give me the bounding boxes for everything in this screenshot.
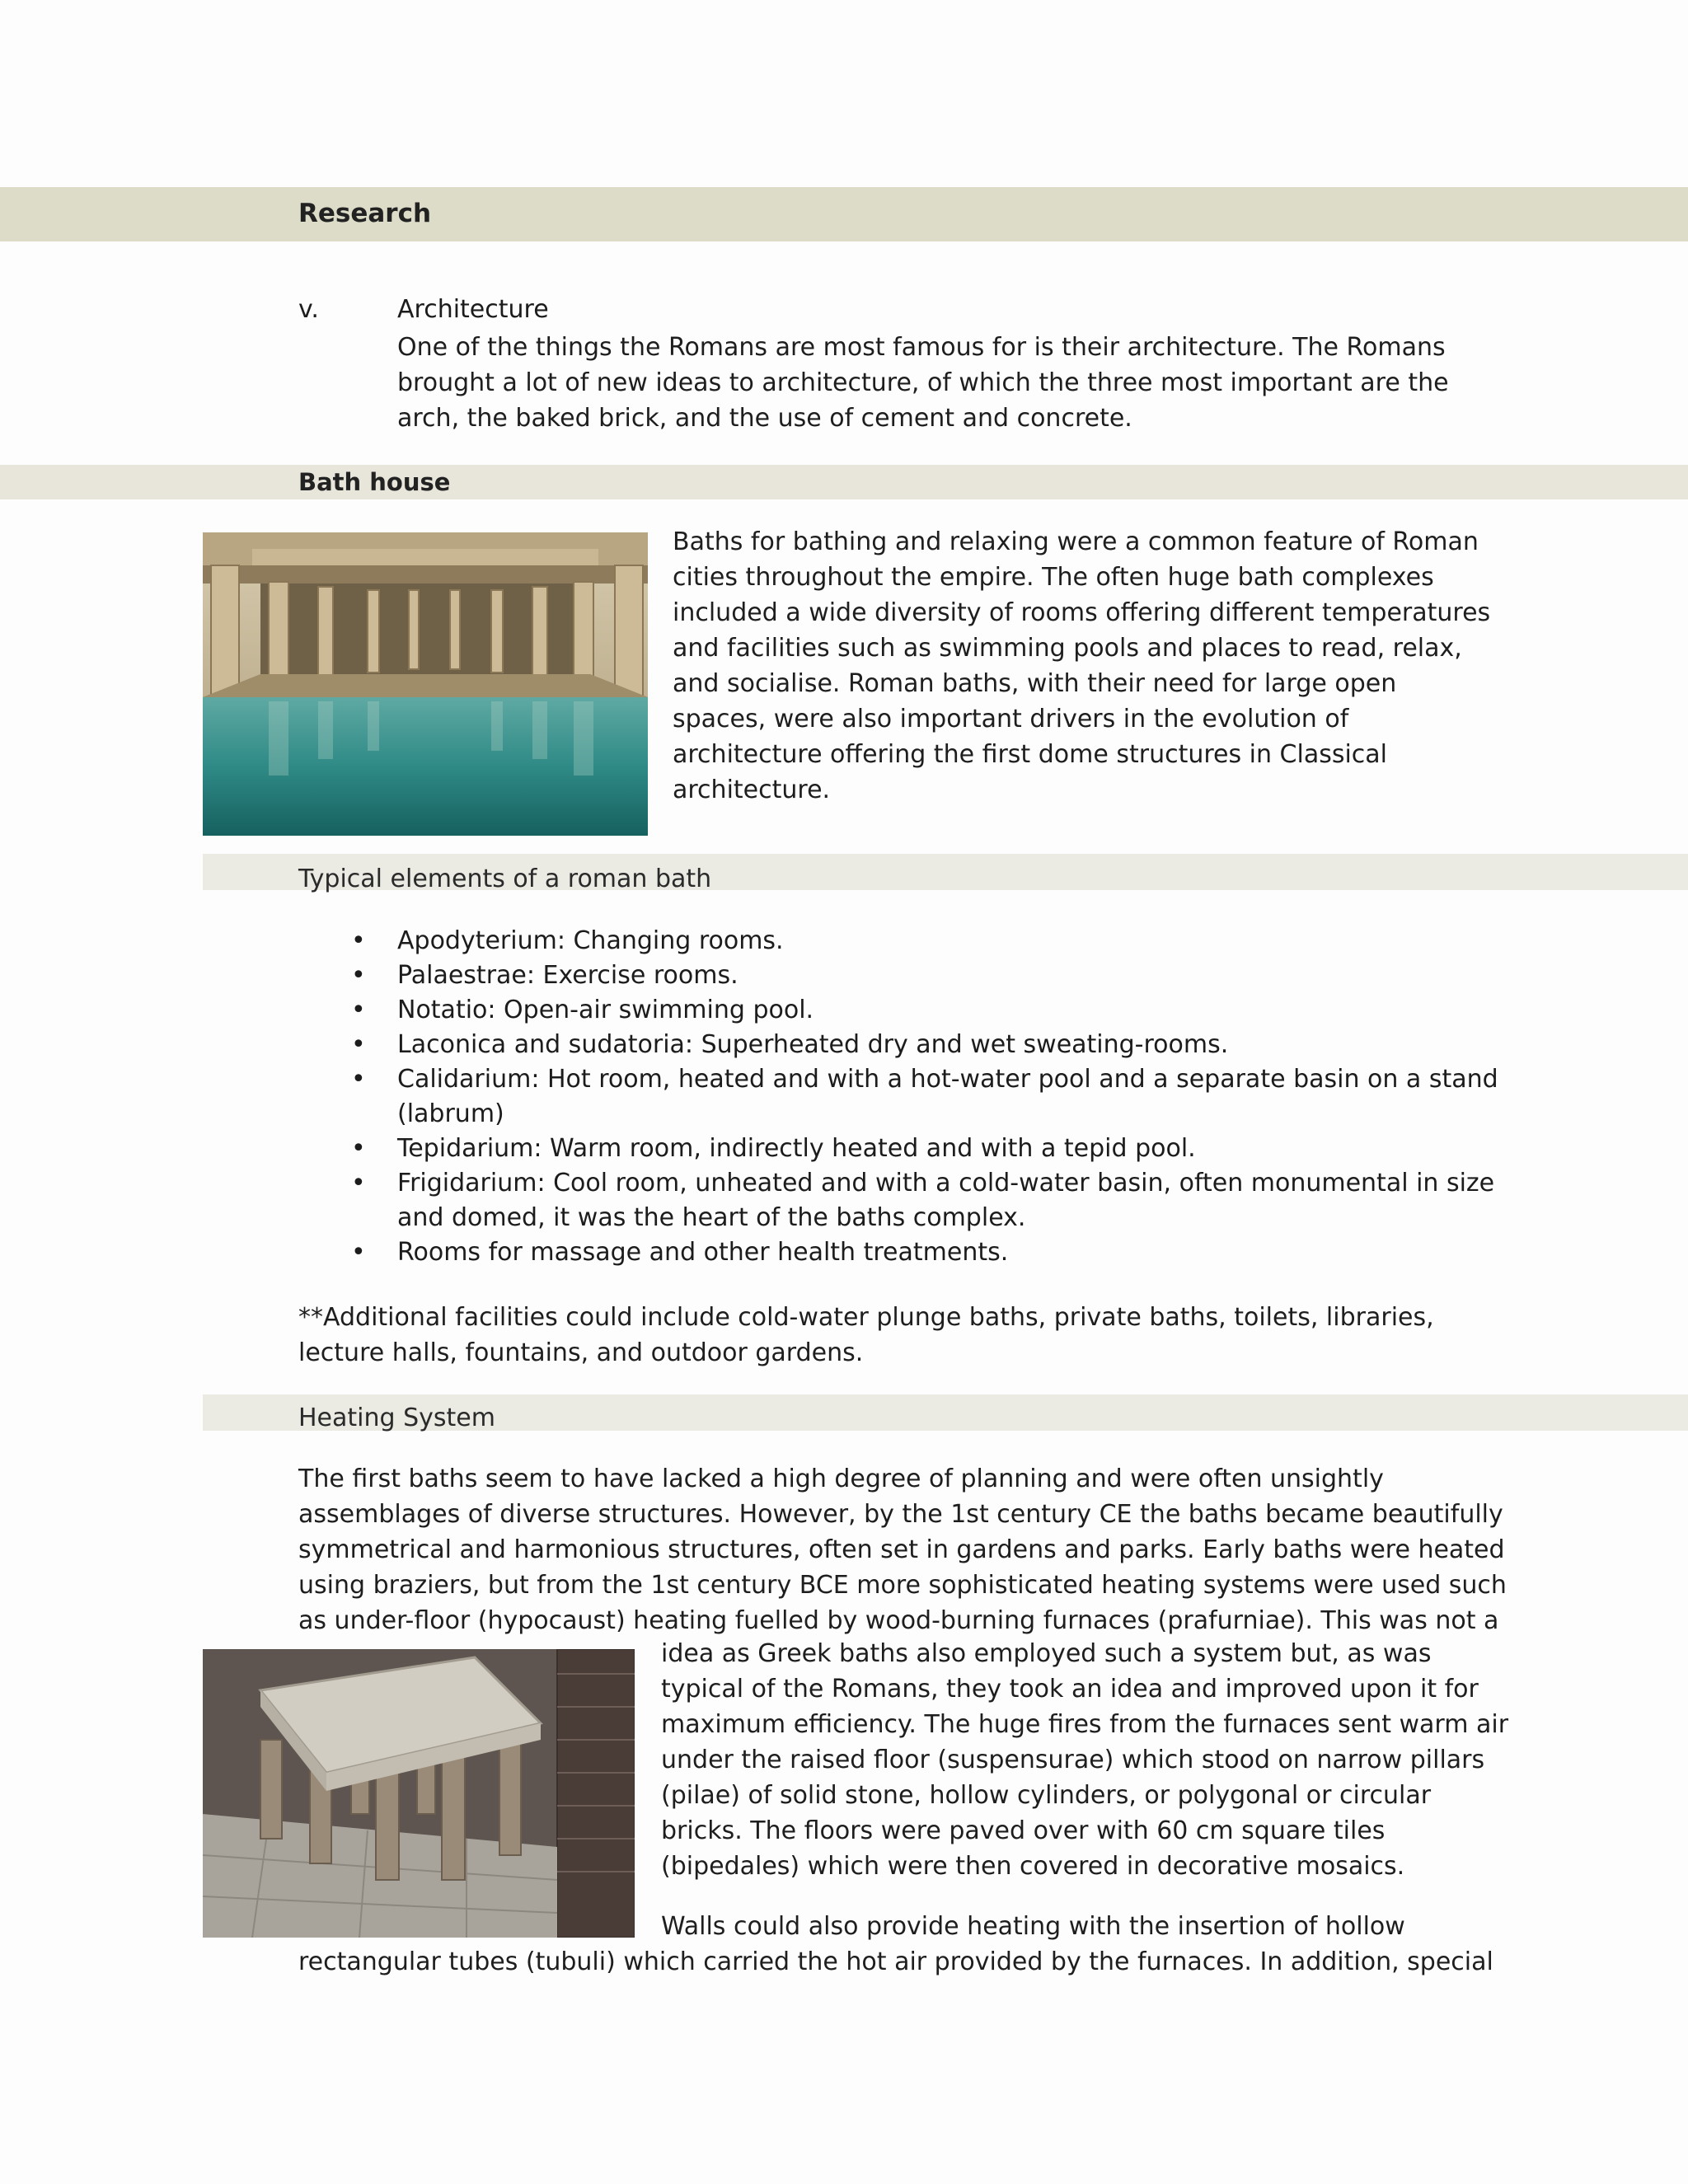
bullet-icon: • [351,1030,366,1059]
bath-house-paragraph: Baths for bathing and relaxing were a common feature of Roman cities throughout the empire. The often huge bath complexes included a wide diversity of rooms offering different temperatures and facilities such as swimming pools and places to read, relax, and socialise. Roman baths, with their need for large open spaces, were also important drivers in the evolution of architecture offering the first dome structures in Classical architecture. [673,527,1491,804]
walls-paragraph-line2: rectangular tubes (tubuli) which carried the hot air provided by the furnaces. In addition, special [298,1947,1493,1976]
bullet-icon: • [351,961,366,990]
hypocaust-pillars-photo [203,1649,635,1938]
research-header-band [0,187,1688,241]
architecture-number: v. [298,295,319,324]
list-item: • Calidarium: Hot room, heated and with a hot-water pool and a separate basin on a stand (labrum) [346,1062,1508,1132]
list-item: • Laconica and sudatoria: Superheated dry and wet sweating-rooms. [346,1028,1508,1062]
bullet-icon: • [351,1134,366,1163]
architecture-title: Architecture [397,295,549,324]
list-item: • Palaestrae: Exercise rooms. [346,958,1508,993]
walls-paragraph-line1: Walls could also provide heating with the insertion of hollow [661,1912,1405,1941]
bullet-icon: • [351,926,366,955]
list-item: • Tepidarium: Warm room, indirectly heated and with a tepid pool. [346,1132,1508,1166]
roman-bath-pool-photo [203,532,648,836]
bullet-icon: • [351,996,366,1024]
heating-paragraph-intro: The first baths seem to have lacked a high degree of planning and were often unsightly assemblages of diverse structures. However, by the 1st century CE the baths became beautifully symmetrical and harmonious structures, often set in gardens and parks. Early baths were heated using braziers, but from the 1st century BCE more sophisticated heating systems were used such as under-floor (hypocaust) heating fuelled by wood-burning furnaces (prafurniae). This was not a [298,1465,1507,1635]
bullet-icon: • [351,1169,366,1197]
typical-elements-heading: Typical elements of a roman bath [298,865,712,893]
bath-house-band [0,465,1688,499]
list-item: • Apodyterium: Changing rooms. [346,924,1508,958]
heating-paragraph-wrap: idea as Greek baths also employed such a system but, as was typical of the Romans, they took an idea and improved upon it for maximum efficiency. The huge fires from the furnaces sent warm air under the raised floor (suspensurae) which stood on narrow pillars (pilae) of solid stone, hollow cylinders, or polygonal or circular bricks. The floors were paved over with 60 cm square tiles (bipedales) which were then covered in decorative mosaics. [661,1639,1509,1881]
list-item: • Frigidarium: Cool room, unheated and with a cold-water basin, often monumental in size and domed, it was the heart of the baths complex. [346,1166,1508,1235]
page-title: Research [298,199,432,228]
heating-system-heading: Heating System [298,1404,495,1432]
architecture-paragraph: One of the things the Romans are most famous for is their architecture. The Romans brought a lot of new ideas to architecture, of which the three most important are the arch, the baked brick, and the use of cement and concrete. [397,333,1449,433]
list-item: • Rooms for massage and other health treatments. [346,1235,1508,1270]
bullet-icon: • [351,1065,366,1094]
bullet-icon: • [351,1238,366,1267]
additional-facilities-note: **Additional facilities could include cold-water plunge baths, private baths, toilets, libraries, lecture halls, fountains, and outdoor gardens. [298,1303,1434,1367]
bath-elements-list [346,924,1508,1270]
list-item: • Notatio: Open-air swimming pool. [346,993,1508,1028]
bath-house-heading: Bath house [298,468,451,496]
